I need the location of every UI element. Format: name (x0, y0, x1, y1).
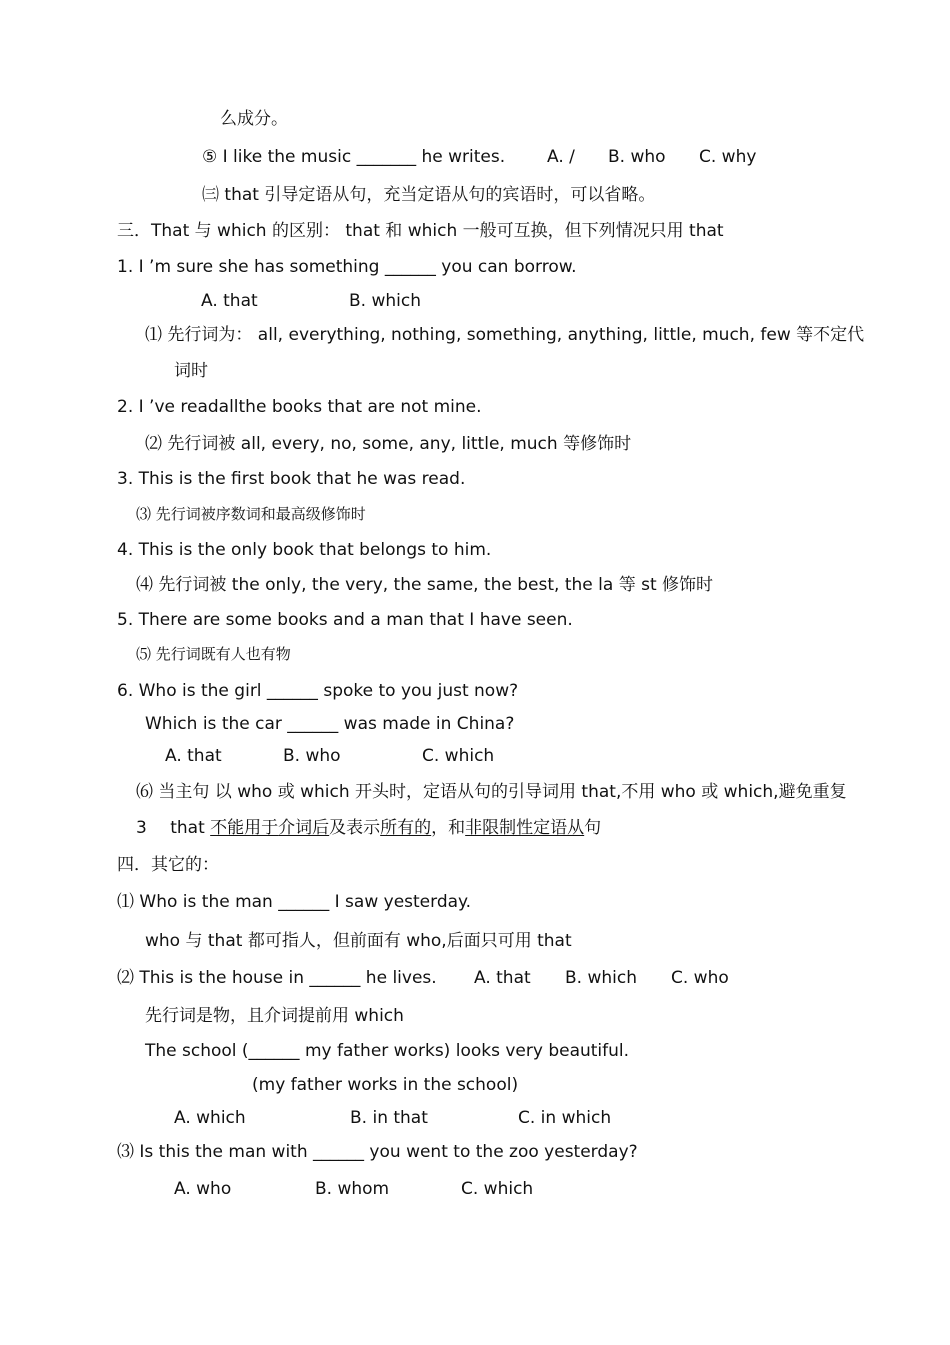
answer-option: C. which (422, 746, 495, 766)
rule-text-underlined: 所有的 (380, 818, 432, 838)
answer-option: B. who (608, 147, 666, 167)
answer-option: C. why (699, 147, 757, 167)
rule-line: ⑷ 先行词被 the only, the very, the same, the best, the la 等 st 修饰时 (136, 575, 714, 595)
question-line: ⑶ Is this the man with ______ you went to the zoo yesterday? (117, 1142, 638, 1162)
rule-line: ⑵ 先行词被 all, every, no, some, any, little, much 等修饰时 (145, 434, 632, 454)
rule-text-underlined: 介词后 (278, 818, 330, 838)
example-line: 5. There are some books and a man that I have seen. (117, 610, 573, 630)
answer-option: A. that (474, 968, 531, 988)
rule-line: who 与 that 都可指人，但前面有 who,后面只可用 that (145, 931, 572, 951)
example-line: 4. This is the only book that belongs to him. (117, 540, 492, 560)
section-heading: 三．That 与 which 的区别： that 和 which 一般可互换，但下列情况只用 that (117, 221, 724, 241)
answer-option: B. who (283, 746, 341, 766)
question-line: ⑵ This is the house in ______ he lives. (117, 968, 437, 988)
answer-option: C. who (671, 968, 729, 988)
hint-line: (my father works in the school) (252, 1075, 519, 1095)
answer-option: A. / (547, 147, 575, 167)
question-line: The school (______ my father works) looks very beautiful. (145, 1041, 630, 1061)
answer-option: B. which (349, 291, 421, 311)
question-line: ⑤ I like the music _______ he writes. (202, 147, 506, 167)
rule-line: ⑶ 先行词被序数词和最高级修饰时 (136, 505, 366, 523)
question-line: 1. I ’m sure she has something ______ you can borrow. (117, 257, 577, 277)
answer-option: A. which (174, 1108, 246, 1128)
rule-line: ⑸ 先行词既有人也有物 (136, 645, 291, 663)
answer-option: A. that (165, 746, 222, 766)
answer-option: B. which (565, 968, 637, 988)
answer-option: B. in that (350, 1108, 428, 1128)
rule-line (136, 817, 601, 839)
rule-line: ⑴ 先行词为： all, everything, nothing, something, anything, little, much, few 等不定代 (145, 325, 865, 345)
example-line: 3. This is the first book that he was read. (117, 469, 466, 489)
rule-number: 3 (136, 818, 147, 838)
rule-line: ㈢ that 引导定语从句，充当定语从句的宾语时，可以省略。 (202, 185, 656, 205)
answer-option: C. which (461, 1179, 534, 1199)
rule-text: 句 (584, 818, 602, 838)
rule-text-underlined: 不能用于 (210, 818, 279, 838)
rule-text-underlined: 非限制性定语从 (465, 818, 585, 838)
rule-line: 先行词是物，且介词提前用 which (145, 1006, 404, 1026)
answer-option: A. that (201, 291, 258, 311)
rule-text: 及表示 (329, 818, 381, 838)
question-line: 6. Who is the girl ______ spoke to you just now? (117, 681, 519, 701)
rule-line: 词时 (174, 361, 208, 381)
rule-text: ，和 (431, 818, 466, 838)
question-line: Which is the car ______ was made in China? (145, 714, 515, 734)
question-line: ⑴ Who is the man ______ I saw yesterday. (117, 892, 472, 912)
rule-text: that (170, 818, 211, 838)
rule-line: ⑹ 当主句 以 who 或 which 开头时，定语从句的引导词用 that,不用 who 或 which,避免重复 (136, 782, 847, 802)
section-heading: 四．其它的： (117, 855, 219, 875)
example-line: 2. I ’ve readallthe books that are not mine. (117, 397, 482, 417)
answer-option: C. in which (518, 1108, 612, 1128)
answer-option: A. who (174, 1179, 232, 1199)
answer-option: B. whom (315, 1179, 390, 1199)
text-line: 么成分。 (220, 109, 288, 129)
